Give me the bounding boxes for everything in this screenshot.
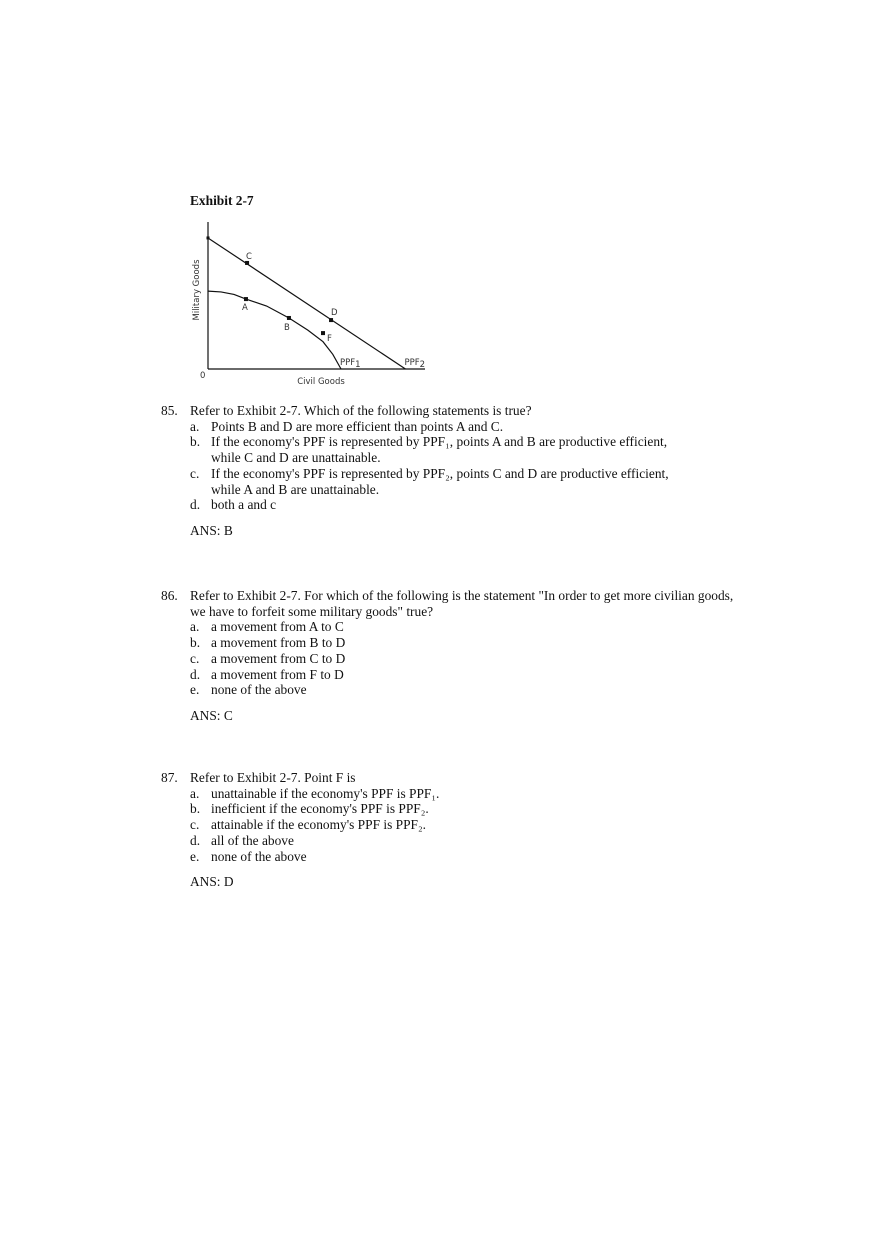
y-axis-label: Military Goods: [192, 259, 202, 321]
answer-option: [161, 419, 801, 435]
option-letter: c.: [190, 650, 200, 666]
question-stem-text: we have to forfeit some military goods" true?: [190, 603, 434, 619]
option-text: a movement from B to D: [211, 635, 346, 651]
option-letter: a.: [190, 785, 200, 801]
curve-ppf1: [208, 291, 341, 369]
question-number: 87.: [161, 770, 178, 785]
answer-option: [161, 497, 801, 513]
question-number: 86.: [161, 588, 178, 603]
option-text: attainable if the economy's PPF is PPF₂.: [211, 817, 427, 833]
question-stem: [161, 588, 801, 604]
option-letter: d.: [190, 666, 201, 682]
ppf-diagram: [0, 0, 880, 400]
point-label-c: C: [246, 251, 252, 262]
question-85: [161, 403, 801, 539]
question-stem-text: Refer to Exhibit 2-7. Which of the following statements is true?: [190, 403, 532, 418]
point-label-a: A: [241, 303, 248, 314]
question-stem-text: Refer to Exhibit 2-7. For which of the following is the statement "In order to get more civilian goods,: [190, 588, 734, 603]
answer-option: [161, 651, 801, 667]
option-letter: a.: [190, 619, 200, 635]
answer-option: [161, 682, 801, 698]
answer-key: ANS: C: [190, 707, 233, 723]
option-letter: d.: [190, 497, 201, 513]
option-text: all of the above: [211, 832, 294, 848]
answer-key: ANS: D: [190, 874, 234, 890]
point-label-f: F: [327, 334, 332, 345]
option-letter: b.: [190, 434, 201, 450]
answer-option: [161, 817, 801, 833]
answer-option: [161, 619, 801, 635]
answer-option: [161, 635, 801, 651]
answer-option: [161, 849, 801, 865]
answer-key: ANS: B: [190, 522, 233, 538]
option-letter: c.: [190, 465, 200, 481]
point-b: [287, 316, 291, 320]
option-text: If the economy's PPF is represented by PPF₁, points A and B are productive efficient,: [211, 434, 668, 450]
option-text: while A and B are unattainable.: [211, 481, 380, 497]
point-f: [321, 331, 325, 335]
option-text: inefficient if the economy's PPF is PPF₂.: [211, 801, 429, 817]
answer-option: [161, 434, 801, 465]
curve-ppf2: [208, 238, 405, 369]
answer-option: [161, 667, 801, 683]
question-86: [161, 588, 801, 724]
option-text: both a and c: [211, 497, 277, 513]
option-letter: b.: [190, 635, 201, 651]
option-text: a movement from A to C: [211, 619, 344, 635]
origin-label: 0: [200, 371, 206, 381]
option-text: a movement from C to D: [211, 650, 346, 666]
x-axis-label: Civil Goods: [297, 377, 345, 387]
point-label-d: D: [331, 308, 338, 319]
point-label-b: B: [283, 322, 290, 333]
question-stem: [161, 770, 801, 786]
option-text: unattainable if the economy's PPF is PPF₁.: [211, 785, 440, 801]
option-letter: b.: [190, 801, 201, 817]
intercept-marker: [207, 236, 210, 239]
option-letter: a.: [190, 418, 200, 434]
question-number: 85.: [161, 403, 178, 418]
option-text: while C and D are unattainable.: [211, 450, 381, 466]
answer-option: [161, 786, 801, 802]
curve-label-ppf1: PPF1: [340, 358, 361, 370]
option-text: If the economy's PPF is represented by PPF₂, points C and D are productive efficient,: [211, 465, 669, 481]
answer-option: [161, 801, 801, 817]
option-letter: e.: [190, 682, 200, 698]
answer-option: [161, 466, 801, 497]
question-stem: [161, 403, 801, 419]
point-d: [329, 318, 333, 322]
option-text: none of the above: [211, 848, 307, 864]
answer-option: [161, 833, 801, 849]
curve-label-ppf2: PPF2: [404, 358, 426, 370]
option-letter: e.: [190, 848, 200, 864]
option-text: none of the above: [211, 682, 307, 698]
option-text: a movement from F to D: [211, 666, 344, 682]
option-letter: d.: [190, 832, 201, 848]
option-text: Points B and D are more efficient than points A and C.: [211, 418, 504, 434]
question-stem: [161, 604, 801, 620]
question-87: [161, 770, 801, 890]
option-letter: c.: [190, 817, 200, 833]
exhibit-title: Exhibit 2-7: [190, 193, 254, 208]
question-stem-text: Refer to Exhibit 2-7. Point F is: [190, 770, 356, 785]
point-a: [244, 297, 248, 301]
